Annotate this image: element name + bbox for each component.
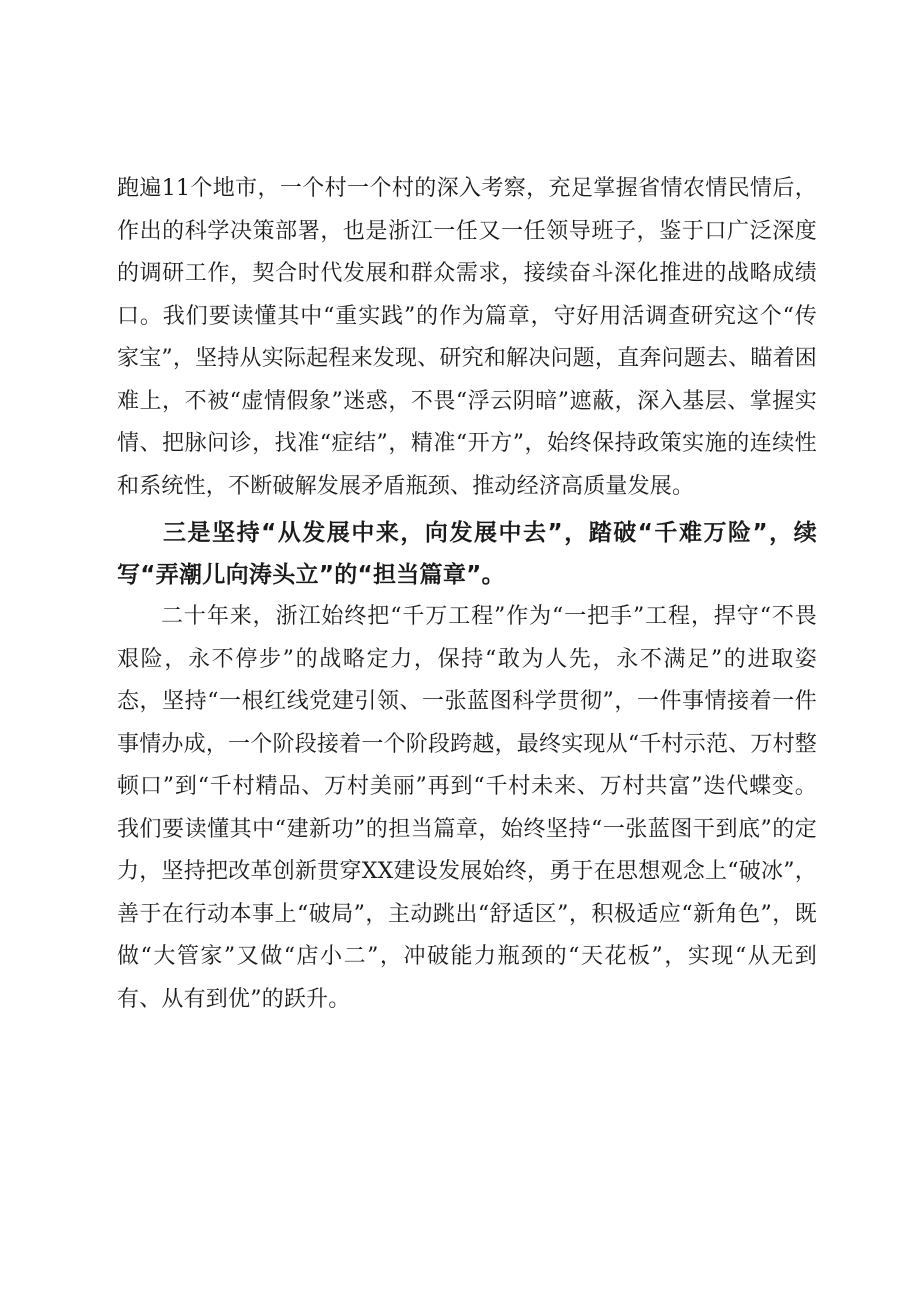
section-heading-3: 三是坚持“从发展中来，向发展中去”，踏破“千难万险”，续写“弄潮儿向涛头立”的“担当篇章”。 (117, 520, 817, 588)
body-paragraph: 二十年来，浙江始终把“千万工程”作为“一把手”工程，捍守“不畏艰险，永不停步”的战略定力，保持“敢为人先，永不满足”的进取姿态，坚持“一根红线党建引领、一张蓝图科学贯彻”，一件事情接着一件事情办成，一个阶段接着一个阶段跨越，最终实现从“千村示范、万村整顿口”到“千村精品、万村美丽”再到“千村未来、万村共富”迭代蝶变。我们要读懂其中“建新功”的担当篇章，始终坚持“一张蓝图干到底”的定力，坚持把改革创新贯穿XX建设发展始终，勇于在思想观念上“破冰”，善于在行动本事上“破局”，主动跳出“舒适区”，积极适应“新角色”，既做“大管家”又做“店小二”，冲破能力瓶颈的“天花板”，实现“从无到有、从有到优”的跃升。 (117, 604, 817, 1012)
document-body (117, 168, 817, 1021)
body-paragraph-continued: 跑遍11个地市，一个村一个村的深入考察，充足掌握省情农情民情后，作出的科学决策部署，也是浙江一任又一任领导班子，鉴于口广泛深度的调研工作，契合时代发展和群众需求，接续奋斗深化推进的战略成绩口。我们要读懂其中“重实践”的作为篇章，守好用活调查研究这个“传家宝”，坚持从实际起程来发现、研究和解决问题，直奔问题去、瞄着困难上，不被“虚情假象”迷惑，不畏“浮云阴暗”遮蔽，深入基层、掌握实情、把脉问诊，找准“症结”，精准“开方”，始终保持政策实施的连续性和系统性，不断破解发展矛盾瓶颈、推动经济高质量发展。 (117, 176, 817, 499)
